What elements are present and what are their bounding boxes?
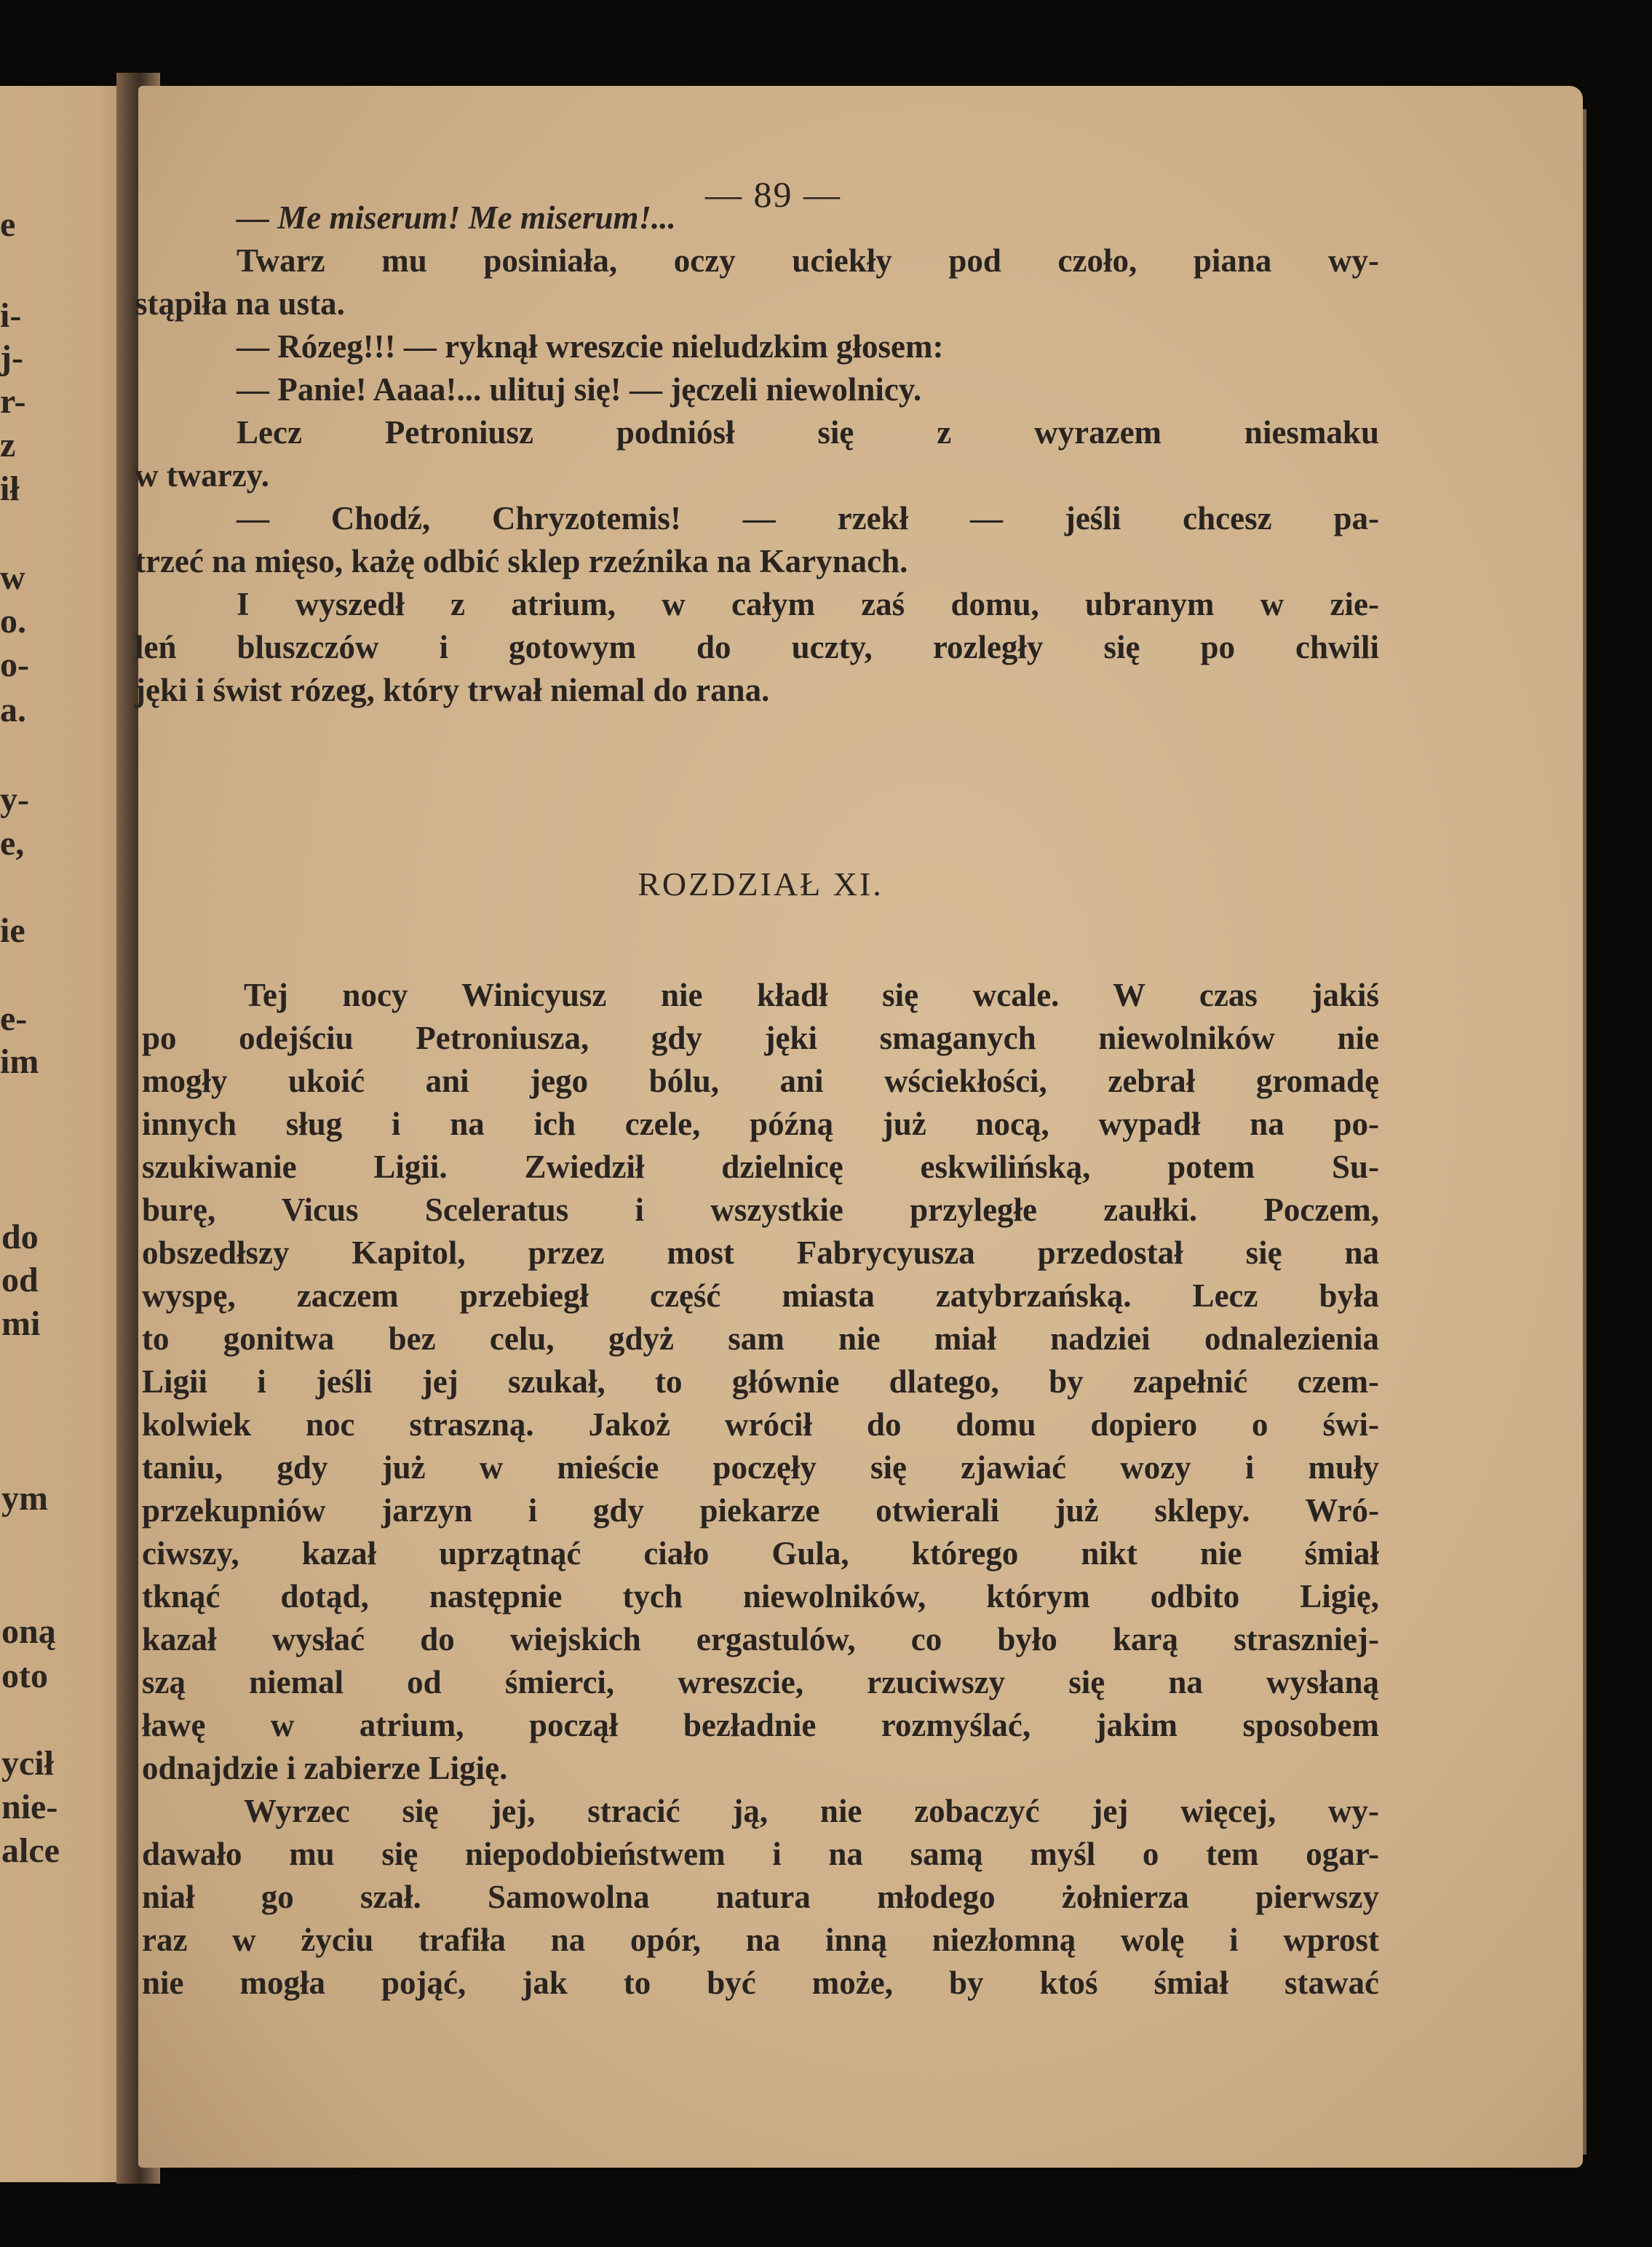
left-page-fragment: ił bbox=[0, 469, 20, 508]
left-page-fragment: oto bbox=[1, 1657, 48, 1695]
text-line: I wyszedł z atrium, w całym zaś domu, ubranym w zie- bbox=[237, 586, 1379, 622]
chapter-title: ROZDZIAŁ XI. bbox=[638, 865, 883, 903]
text-line: raz w życiu trafiła na opór, na inną niezłomną wolę i wprost bbox=[142, 1922, 1379, 1958]
text-line: Wyrzec się jej, stracić ją, nie zobaczyć jej więcej, wy- bbox=[244, 1793, 1379, 1829]
left-page-fragment: ycił bbox=[1, 1744, 54, 1783]
text-line: niał go szał. Samowolna natura młodego żołnierza pierwszy bbox=[142, 1879, 1379, 1915]
text-line: po odejściu Petroniusza, gdy jęki smaganych niewolników nie bbox=[142, 1020, 1379, 1056]
text-line: odnajdzie i zabierze Ligię. bbox=[142, 1750, 508, 1786]
text-line: Tej nocy Winicyusz nie kładł się wcale. W czas jakiś bbox=[244, 977, 1379, 1013]
text-line: Lecz Petroniusz podniósł się z wyrazem niesmaku bbox=[237, 414, 1379, 451]
text-line: przekupniów jarzyn i gdy piekarze otwierali już sklepy. Wró- bbox=[142, 1492, 1379, 1529]
text-line: trzeć na mięso, każę odbić sklep rzeźnika na Karynach. bbox=[135, 543, 908, 579]
left-page-fragment: a. bbox=[0, 691, 26, 729]
text-line: w twarzy. bbox=[135, 457, 269, 494]
chapter-section bbox=[142, 863, 1379, 2005]
left-page-fragment: e bbox=[0, 205, 16, 244]
text-line: jęki i świst rózeg, który trwał niemal do rana. bbox=[135, 672, 770, 708]
text-line: stąpiła na usta. bbox=[135, 285, 345, 322]
left-page-fragment: o. bbox=[0, 602, 26, 641]
left-page-fragment: r- bbox=[0, 382, 26, 421]
text-line: kolwiek noc straszną. Jakoż wrócił do domu dopiero o świ- bbox=[142, 1406, 1379, 1443]
left-page-fragment: o- bbox=[0, 646, 29, 684]
left-page-fragment: do bbox=[1, 1218, 39, 1256]
text-line: nie mogła pojąć, jak to być może, by ktoś śmiał stawać bbox=[142, 1965, 1379, 2001]
text-line: szukiwanie Ligii. Zwiedził dzielnicę eskwilińską, potem Su- bbox=[142, 1149, 1379, 1185]
text-line: dawało mu się niepodobieństwem i na samą myśl o tem ogar- bbox=[142, 1836, 1379, 1872]
left-page-fragment: e- bbox=[0, 999, 28, 1038]
text-line: burę, Vicus Sceleratus i wszystkie przyległe zaułki. Poczem, bbox=[142, 1192, 1379, 1228]
left-page-fragment: ym bbox=[1, 1479, 48, 1518]
text-line: taniu, gdy już w mieście poczęły się zjawiać wozy i muły bbox=[142, 1449, 1379, 1486]
left-page-fragment: od bbox=[1, 1261, 39, 1299]
left-page-fragment: y- bbox=[0, 780, 29, 819]
text-line: Twarz mu posiniała, oczy uciekły pod czoło, piana wy- bbox=[237, 242, 1379, 279]
text-line: to gonitwa bez celu, gdyż sam nie miał nadziei odnalezienia bbox=[142, 1320, 1379, 1357]
text-line: innych sług i na ich czele, późną już nocą, wypadł na po- bbox=[142, 1106, 1379, 1142]
left-page-fragment: ie bbox=[0, 911, 25, 950]
text-line: — Chodź, Chryzotemis! — rzekł — jeśli chcesz pa- bbox=[237, 500, 1379, 536]
text-line: leń bluszczów i gotowym do uczty, rozległy się po chwili bbox=[135, 629, 1379, 665]
left-page-fragment: w bbox=[0, 558, 25, 597]
text-line: Ligii i jeśli jej szukał, to głównie dlatego, by zapełnić czem- bbox=[142, 1363, 1379, 1400]
text-line: ławę w atrium, począł bezładnie rozmyślać, jakim sposobem bbox=[142, 1707, 1379, 1743]
page-number: — 89 — bbox=[705, 174, 841, 215]
text-line: szą niemal od śmierci, wreszcie, rzuciwszy się na wysłaną bbox=[142, 1664, 1379, 1700]
left-page-fragment: j- bbox=[0, 338, 23, 377]
opening-paragraphs bbox=[135, 197, 1379, 712]
text-line: tknąć dotąd, następnie tych niewolników, którym odbito Ligię, bbox=[142, 1578, 1379, 1614]
text-line: wyspę, zaczem przebiegł część miasta zatybrzańską. Lecz była bbox=[142, 1277, 1379, 1314]
text-line: mogły ukoić ani jego bólu, ani wściekłości, zebrał gromadę bbox=[142, 1063, 1379, 1099]
text-line: — Panie! Aaaa!... ulituj się! — jęczeli niewolnicy. bbox=[237, 371, 922, 408]
text-line: — Rózeg!!! — ryknął wreszcie nieludzkim głosem: bbox=[237, 328, 944, 365]
text-line: obszedłszy Kapitol, przez most Fabrycyusza przedostał się na bbox=[142, 1235, 1379, 1271]
left-page-fragment: oną bbox=[1, 1612, 56, 1651]
text-line: kazał wysłać do wiejskich ergastulów, co było karą straszniej- bbox=[142, 1621, 1379, 1657]
left-page-fragment: alce bbox=[1, 1831, 60, 1870]
left-page-fragment: mi bbox=[1, 1304, 41, 1343]
left-page-fragment: z bbox=[0, 426, 16, 464]
left-page-fragment: im bbox=[0, 1042, 39, 1081]
text-line: ciwszy, kazał uprzątnąć ciało Gula, którego nikt nie śmiał bbox=[142, 1535, 1379, 1572]
chapter-body bbox=[142, 974, 1379, 2005]
left-page-fragment: e, bbox=[0, 824, 25, 863]
left-page-fragment: nie- bbox=[1, 1788, 58, 1826]
left-page-fragment: i- bbox=[0, 296, 22, 335]
text-line: — Me miserum! Me miserum!... bbox=[237, 199, 676, 236]
